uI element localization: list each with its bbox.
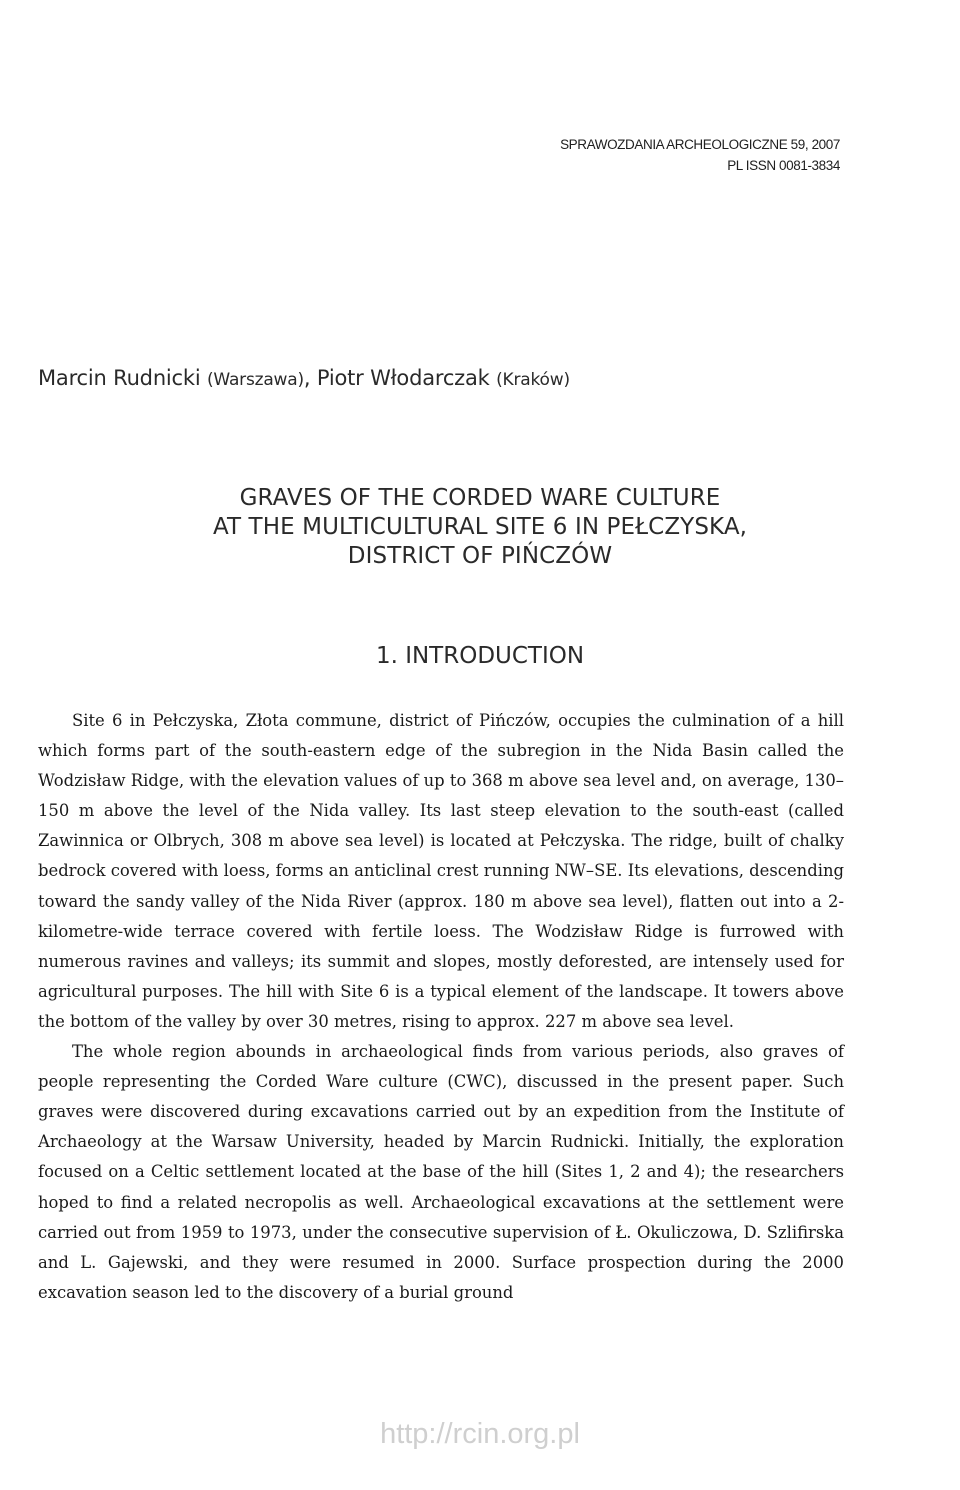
author-name: Marcin Rudnicki [38,366,201,390]
watermark-url: http://rcin.org.pl [380,1418,580,1450]
title-line: AT THE MULTICULTURAL SITE 6 IN PEŁCZYSKA, [212,514,748,540]
author-affiliation: (Kraków) [496,370,570,390]
journal-issn: PL ISSN 0081-3834 [727,158,840,173]
paragraph: Site 6 in Pełczyska, Złota commune, district of Pińczów, occupies the culmination of a hill which forms part of the south-eastern edge of the subregion in the Nida Basin called the Wodzisław Ridge, with the elevation values of up to 368 m above sea level and, on average, 130–150 m above the level of the Nida valley. Its last steep elevation to the south-east (called Zawinnica or Olbrych, 308 m above sea level) is located at Pełczyska. The ridge, built of chalky bedrock covered with loess, forms an anticlinal crest running NW–SE. Its elevations, descending toward the sandy valley of the Nida River (approx. 180 m above sea level), flatten out into a 2-kilometre-wide terrace covered with fertile loess. The Wodzisław Ridge is furrowed with numerous ravines and valleys; its summit and slopes, mostly deforested, are intensely used for agricultural purposes. The hill with Site 6 is a typical element of the landscape. It towers above the bottom of the valley by over 30 metres, rising to approx. 227 m above sea level. [38,711,844,1031]
title-line: GRAVES OF THE CORDED WARE CULTURE [239,485,721,511]
authors-line [38,366,570,390]
author-separator: , [303,366,317,390]
paragraph: The whole region abounds in archaeological finds from various periods, also graves of people representing the Corded Ware culture (CWC), discussed in the present paper. Such graves were discovered during excavations carried out by an expedition from the Institute of Archaeology at the Warsaw University, headed by Marcin Rudnicki. Initially, the exploration focused on a Celtic settlement located at the base of the hill (Sites 1, 2 and 4); the researchers hoped to find a related necropolis as well. Archaeological excavations at the settlement were carried out from 1959 to 1973, under the consecutive supervision of Ł. Okuliczowa, D. Szlifirska and L. Gajewski, and they were resumed in 2000. Surface prospection during the 2000 excavation season led to the discovery of a burial ground [38,1042,844,1302]
author-affiliation: (Warszawa) [206,370,304,390]
title-line: DISTRICT OF PIŃCZÓW [347,543,613,569]
article-title [40,484,920,571]
journal-header [560,134,840,176]
section-heading: 1. INTRODUCTION [375,643,585,669]
body-text [38,706,844,1308]
author-name: Piotr Włodarczak [316,366,490,390]
journal-name: SPRAWOZDANIA ARCHEOLOGICZNE 59, 2007 [560,137,840,152]
